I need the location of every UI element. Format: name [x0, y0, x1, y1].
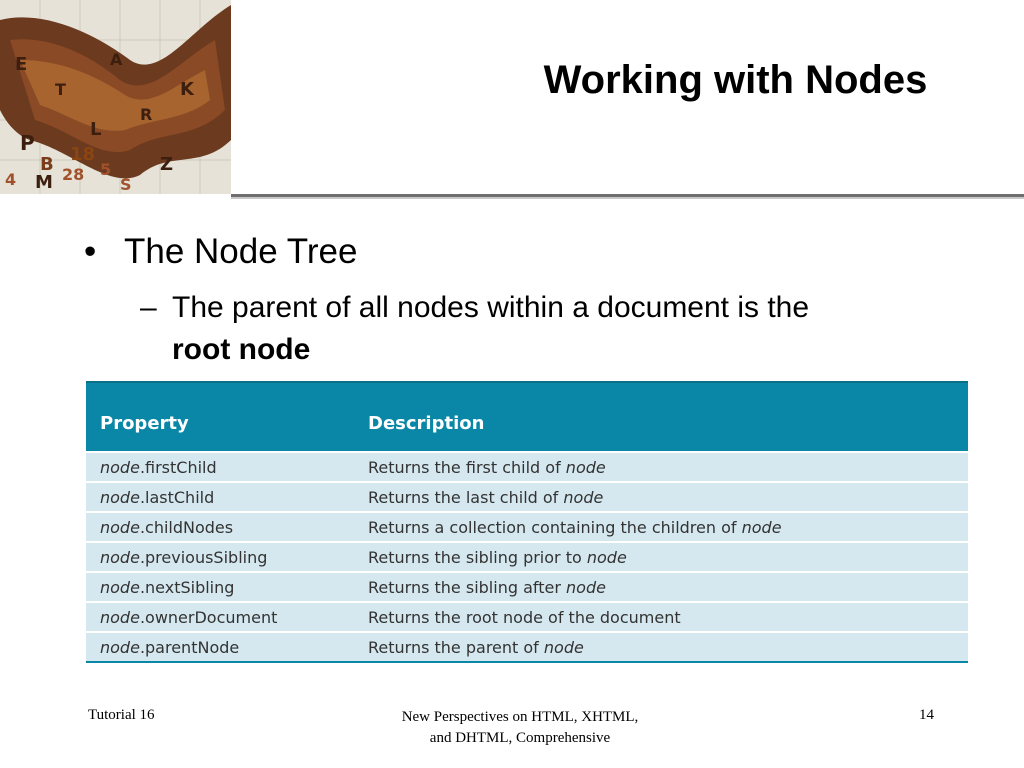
svg-text:4: 4 — [5, 170, 17, 189]
description-cell: Returns the sibling prior to node — [354, 542, 968, 572]
property-cell: node.nextSibling — [86, 572, 354, 602]
header-description: Description — [354, 382, 968, 452]
title-divider-shadow — [231, 197, 1024, 199]
description-cell: Returns a collection containing the children of node — [354, 512, 968, 542]
svg-text:T: T — [55, 80, 66, 99]
description-cell: Returns the parent of node — [354, 632, 968, 662]
bullet-text: The Node Tree — [124, 232, 358, 271]
property-cell: node.ownerDocument — [86, 602, 354, 632]
property-cell: node.lastChild — [86, 482, 354, 512]
description-cell: Returns the root node of the document — [354, 602, 968, 632]
property-cell: node.childNodes — [86, 512, 354, 542]
header-property: Property — [86, 382, 354, 452]
svg-text:S: S — [120, 175, 132, 194]
svg-text:L: L — [90, 119, 102, 140]
bullet-dot: • — [84, 232, 97, 271]
node-properties-table — [86, 381, 968, 663]
bullet-level1 — [84, 232, 357, 272]
sub-bullet-plain: The parent of all nodes within a document is the — [172, 291, 810, 324]
svg-text:A: A — [110, 50, 123, 69]
description-cell: Returns the last child of node — [354, 482, 968, 512]
bullet-level2 — [140, 287, 940, 371]
property-cell: node.previousSibling — [86, 542, 354, 572]
table-row — [86, 572, 968, 602]
property-cell: node.parentNode — [86, 632, 354, 662]
footer-book-line1: New Perspectives on HTML, XHTML, — [401, 709, 639, 725]
bullet-dash: – — [140, 291, 157, 324]
svg-text:Z: Z — [160, 154, 174, 175]
svg-text:5: 5 — [100, 160, 112, 179]
svg-text:M: M — [35, 172, 53, 193]
table-row — [86, 602, 968, 632]
sub-bullet-text — [172, 287, 940, 371]
footer-book-line2: and DHTML, Comprehensive — [429, 730, 611, 746]
svg-text:P: P — [20, 131, 35, 155]
footer-tutorial: Tutorial 16 — [88, 707, 155, 723]
svg-text:K: K — [180, 79, 194, 100]
svg-text:18: 18 — [70, 144, 96, 165]
svg-text:B: B — [40, 154, 54, 175]
letters-collage-graphic — [0, 0, 231, 194]
table-row — [86, 542, 968, 572]
table-row — [86, 512, 968, 542]
svg-text:R: R — [140, 105, 153, 124]
description-cell: Returns the sibling after node — [354, 572, 968, 602]
svg-text:E: E — [15, 54, 28, 75]
slide-title: Working with Nodes — [543, 58, 928, 102]
footer-book-title — [330, 707, 710, 749]
footer-page-number: 14 — [919, 707, 934, 723]
svg-text:28: 28 — [62, 165, 85, 184]
table-row — [86, 452, 968, 482]
table-row — [86, 632, 968, 662]
table-row — [86, 482, 968, 512]
description-cell: Returns the first child of node — [354, 452, 968, 482]
letters-collage-image — [0, 0, 231, 194]
sub-bullet-bold: root node — [172, 333, 311, 366]
property-cell: node.firstChild — [86, 452, 354, 482]
table-header-row — [86, 382, 968, 452]
